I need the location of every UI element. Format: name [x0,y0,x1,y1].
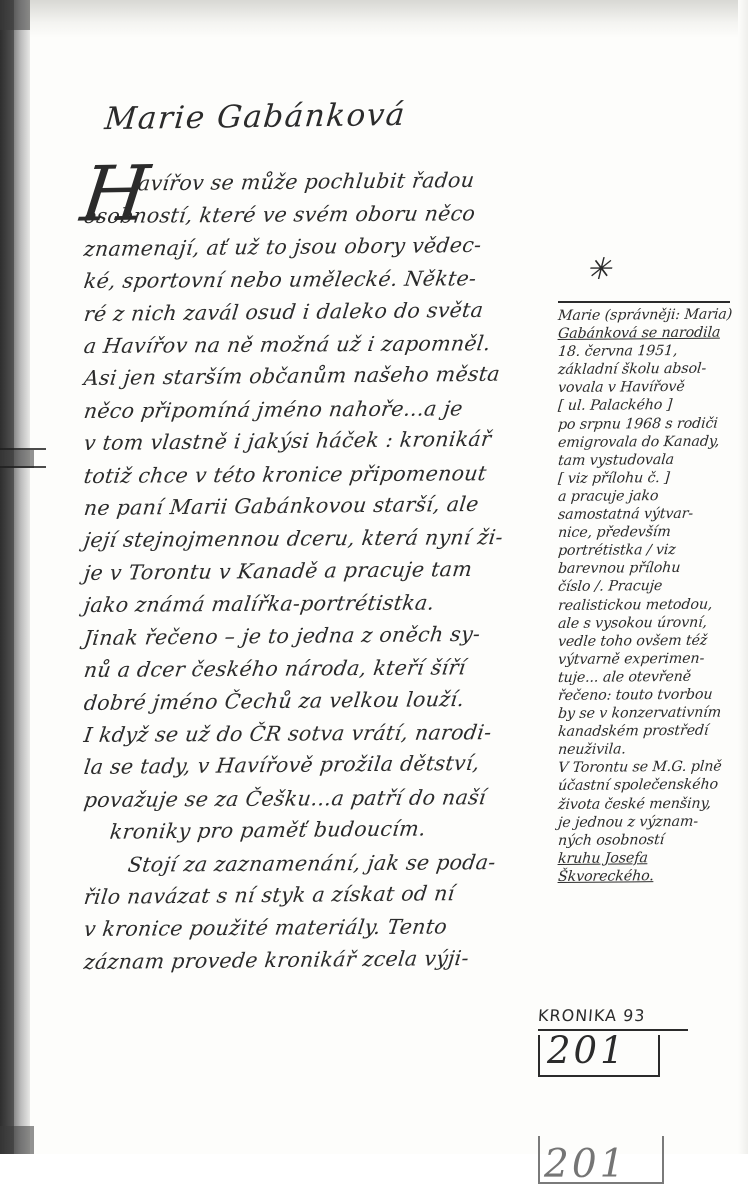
margin-note-line: V Torontu se M.G. plně [557,758,723,777]
margin-note-line: tam vystudovala [557,451,675,469]
body-line: osobností, které ve svém oboru něco [82,201,477,229]
body-line: I když se už do ČR sotva vrátí, narodi- [82,720,494,747]
page-number-box [538,1029,660,1077]
body-line: Stojí za zaznamenání, jak se poda- [126,849,498,877]
margin-note-divider [558,301,730,303]
margin-note-line: Marie (správněji: Maria) [557,306,733,324]
body-line: nů a dcer českého národa, kteří šíří [82,655,468,683]
margin-note-line: [ ul. Palackého ] [557,397,673,415]
body-line: la se tady, v Havířově prožila dětství, [82,751,482,780]
margin-note-line: tuje... ale otevřeně [557,668,692,686]
body-line: v tom vlastně i jakýsi háček : kronikář [82,426,493,456]
stamp-label: KRONIKA 93 [537,1006,647,1025]
body-line: je v Torontu v Kanadě a pracuje tam [82,556,474,585]
body-line: považuje se za Češku...a patří do naší [82,784,488,812]
body-line: něco připomíná jméno nahoře...a je [82,396,465,423]
book-spine-dark [0,0,14,1154]
margin-note-line: Škvoreckého. [557,868,655,885]
page-stamp [538,1006,710,1077]
body-line: dobré jméno Čechů za velkou louží. [82,686,466,715]
margin-note-line: ale s vysokou úrovní, [557,614,708,632]
margin-note-line: vovala v Havířově [557,379,686,397]
page-number-ghost: 201 [544,1142,628,1187]
margin-note-line: nice, především [557,524,672,542]
body-line: a Havířov na ně možná už i zapomněl. [82,331,493,359]
margin-note [557,252,738,886]
margin-note-line: základní školu absol- [557,360,707,379]
body-line: Jinak řečeno – je to jedna z oněch sy- [82,621,482,650]
body-line: ne paní Marii Gabánkovou starší, ale [82,491,481,521]
margin-note-line: řečeno: touto tvorbou [557,686,714,704]
margin-note-line: 18. června 1951, [557,343,679,361]
margin-note-line: samostatná výtvar- [557,505,694,524]
body-line: záznam provede kronikář zcela výji- [82,945,471,974]
body-line: jako známá malířka-portrétistka. [82,590,437,618]
page-title: Marie Gabánková [103,96,408,138]
spine-notch [0,0,34,30]
scan-edge-line [0,466,46,468]
margin-note-line: vedle toho ovšem též [557,632,708,650]
body-line: Asi jen starším občanům našeho města [82,362,502,391]
margin-note-line: po srpnu 1968 s rodiči [557,415,719,433]
margin-note-line: číslo /. Pracuje [557,578,663,596]
body-line: totiž chce v této kronice připomenout [82,460,489,488]
margin-note-line: výtvarně experimen- [557,650,705,668]
page-content [60,44,733,1187]
margin-note-line: je jednou z význam- [557,813,699,831]
margin-note-line: života české menšiny, [557,795,712,813]
body-line: avířov se může pochlubit řadou [136,167,476,196]
margin-note-line: emigrovala do Kanady, [557,433,720,451]
margin-note-line: Gabánková se narodila [557,324,721,343]
margin-note-line: účastní společenského [557,777,719,795]
margin-note-line: by se v konzervativním [557,704,722,723]
margin-note-line: kruhu Josefa [557,850,649,867]
body-line: její stejnojmennou dceru, která nyní ži- [82,525,505,553]
margin-note-line: portrétistka / viz [557,542,677,560]
scan-top-shadow [30,0,748,38]
scan-edge-line [0,448,46,450]
body-line: kroniky pro paměť budoucím. [108,816,428,844]
body-line: znamenají, ať už to jsou obory vědec- [82,232,483,261]
margin-note-line: neuživila. [557,741,627,759]
spine-notch [0,1126,34,1154]
body-line: řilo navázat s ní styk a získat od ní [82,881,457,909]
drop-cap: H [76,148,154,239]
margin-note-line: kanadském prostředí [557,722,710,741]
margin-note-line: [ viz přílohu č. ] [557,469,671,487]
margin-note-line: a pracuje jako [557,488,659,505]
body-line: ké, sportovní nebo umělecké. Něktе- [82,266,478,294]
scan-right-edge [738,0,748,1154]
body-line: ré z nich zavál osud i daleko do světa [82,297,485,326]
page-number: 201 [547,1029,627,1072]
asterisk-icon: ✳ [586,252,612,287]
body-text-column [84,168,539,978]
margin-note-line: barevnou přílohu [557,560,681,578]
margin-note-line: realistickou metodou, [557,596,713,614]
body-line: v kronice použité materiály. Tento [82,914,449,942]
margin-note-line: ných osobností [557,831,665,849]
